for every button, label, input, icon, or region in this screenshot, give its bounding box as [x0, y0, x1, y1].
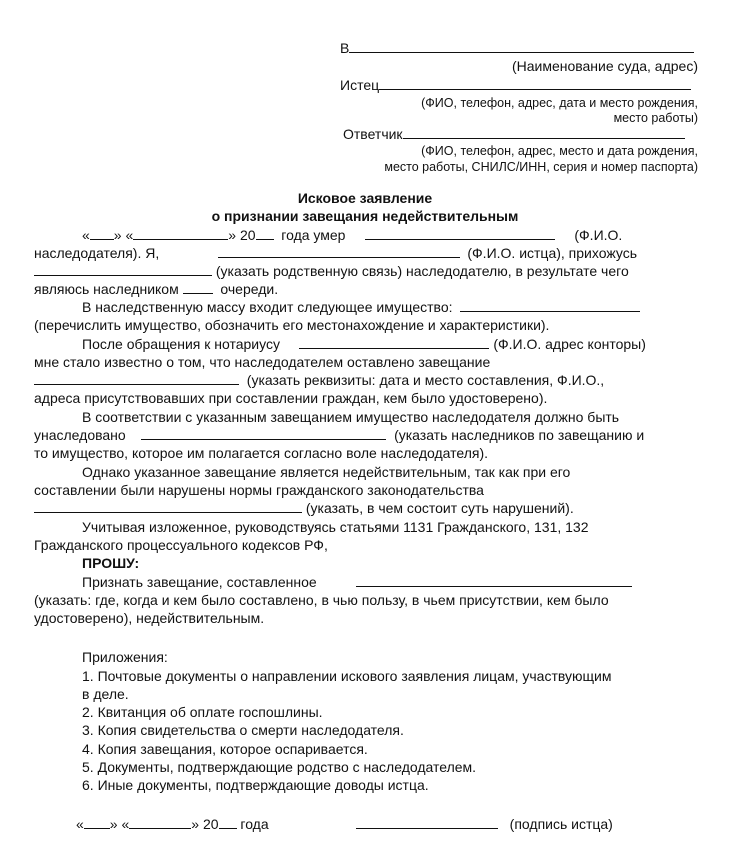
relation-hint: (указать родственную связь) наследодателю, в результате чего — [215, 263, 629, 279]
estate-blank — [460, 299, 640, 312]
year-blank — [256, 227, 274, 240]
footer-year-suffix: года — [240, 816, 269, 832]
plaintiff-line — [340, 77, 691, 93]
p7-line1 — [82, 574, 632, 590]
plaintiff-name-blank — [218, 245, 460, 258]
p5-line1: Однако указанное завещание является недействительным, так как при его — [82, 464, 571, 480]
violations-hint: (указать, в чем состоит суть нарушений). — [305, 500, 574, 516]
p1-line1 — [82, 227, 622, 243]
year-prefix: » 20 — [228, 227, 256, 243]
attachment-1-line1: 1. Почтовые документы о направлении искового заявления лицам, участвующим — [82, 668, 612, 684]
testator-word: наследодателя). Я, — [34, 245, 160, 261]
doc-title-line2: о признании завещания недействительным — [211, 208, 519, 224]
p2-line1 — [82, 299, 640, 315]
footer-year: » 20 — [191, 816, 219, 832]
p4-line2 — [34, 427, 644, 443]
p4-line1: В соответствии с указанным завещанием имущество наследодателя должно быть — [82, 409, 620, 425]
signature-hint: (подпись истца) — [509, 816, 613, 832]
notary-blank — [299, 336, 489, 349]
court-blank — [349, 40, 694, 53]
will-details-hint: (указать реквизиты: дата и место составления, Ф.И.О., — [246, 372, 605, 388]
will-details-blank — [34, 372, 239, 385]
footer-day-blank — [84, 816, 110, 829]
p3-line2: мне стало известно о том, что наследодателем оставлено завещание — [34, 354, 491, 370]
p3-line1 — [82, 336, 646, 352]
attachment-6: 6. Иные документы, подтверждающие доводы истца. — [82, 777, 429, 793]
plaintiff-label: Истец — [340, 77, 380, 93]
footer-signature — [356, 816, 613, 832]
attachment-3: 3. Копия свидетельства о смерти наследодателя. — [82, 722, 404, 738]
footer-date — [76, 816, 269, 832]
attachments-heading: Приложения: — [82, 649, 168, 665]
defendant-label: Ответчик — [343, 126, 403, 142]
p1-line2 — [34, 245, 637, 261]
plaintiff-fio-hint: (Ф.И.О. истца), прихожусь — [467, 245, 637, 261]
p4-line3: то имущество, которое им полагается согласно воле наследодателя). — [34, 445, 489, 461]
violations-blank — [34, 500, 302, 513]
doc-title-line1: Исковое заявление — [297, 190, 433, 206]
p7-line2: (указать: где, когда и кем было составлено, в чью пользу, в чьем присутствии, кем было — [34, 592, 609, 608]
defendant-blank — [403, 126, 685, 139]
notary-text: После обращения к нотариусу — [82, 336, 280, 352]
footer-quote-open: « — [76, 816, 84, 832]
heirs-blank — [141, 427, 386, 440]
defendant-line — [343, 126, 685, 142]
court-hint: (Наименование суда, адрес) — [511, 58, 698, 74]
court-line — [340, 40, 700, 56]
p5-line3 — [34, 500, 574, 516]
relation-blank — [34, 263, 212, 276]
attachment-2: 2. Квитанция об оплате госпошлины. — [82, 704, 323, 720]
attachment-5: 5. Документы, подтверждающие родство с наследодателем. — [82, 759, 477, 775]
died-text: года умер — [281, 227, 346, 243]
p1-line4 — [34, 281, 278, 297]
p5-line2: составлении были нарушены нормы гражданского законодательства — [34, 482, 484, 498]
court-prefix: В — [340, 40, 350, 56]
order-text: очереди. — [220, 281, 279, 297]
order-blank — [183, 281, 213, 294]
defendant-hint-2: место работы, СНИЛС/ИНН, серия и номер паспорта) — [384, 160, 698, 174]
p6-line2: Гражданского процессуального кодексов РФ, — [34, 537, 328, 553]
day-blank — [90, 227, 114, 240]
footer-year-blank — [219, 816, 237, 829]
month-blank — [133, 227, 228, 240]
notary-hint: (Ф.И.О. адрес конторы) — [493, 336, 646, 352]
plaintiff-hint-1: (ФИО, телефон, адрес, дата и место рождения, — [421, 96, 698, 110]
quote-open: « — [82, 227, 90, 243]
inherited-text: унаследовано — [34, 427, 126, 443]
heir-text: являюсь наследником — [34, 281, 179, 297]
attachment-4: 4. Копия завещания, которое оспаривается. — [82, 741, 368, 757]
footer-month-blank — [129, 816, 191, 829]
estate-text: В наследственную массу входит следующее имущество: — [82, 299, 453, 315]
quote-mid: » « — [113, 227, 134, 243]
plaintiff-hint-2: место работы) — [613, 111, 698, 125]
p3-line3 — [34, 372, 604, 388]
plaintiff-blank — [379, 77, 691, 90]
testator-name-blank — [365, 227, 555, 240]
will-made-blank — [356, 574, 632, 587]
signature-blank — [356, 816, 498, 829]
p1-line3 — [34, 263, 629, 279]
p3-line4: адреса присутствовавших при составлении граждан, кем было удостоверено). — [34, 390, 548, 406]
fio-hint: (Ф.И.О. — [574, 227, 623, 243]
attachment-1-line2: в деле. — [82, 686, 129, 702]
request-heading: ПРОШУ: — [82, 555, 140, 571]
p6-line1: Учитывая изложенное, руководствуясь статьями 1131 Гражданского, 131, 132 — [82, 519, 589, 535]
defendant-hint-1: (ФИО, телефон, адрес, место и дата рождения, — [421, 144, 698, 158]
heirs-hint: (указать наследников по завещанию и — [394, 427, 645, 443]
footer-quote-mid: » « — [109, 816, 130, 832]
p2-line2: (перечислить имущество, обозначить его местонахождение и характеристики). — [34, 317, 550, 333]
p7-line3: удостоверено), недействительным. — [34, 610, 265, 626]
recognize-text: Признать завещание, составленное — [82, 574, 317, 590]
